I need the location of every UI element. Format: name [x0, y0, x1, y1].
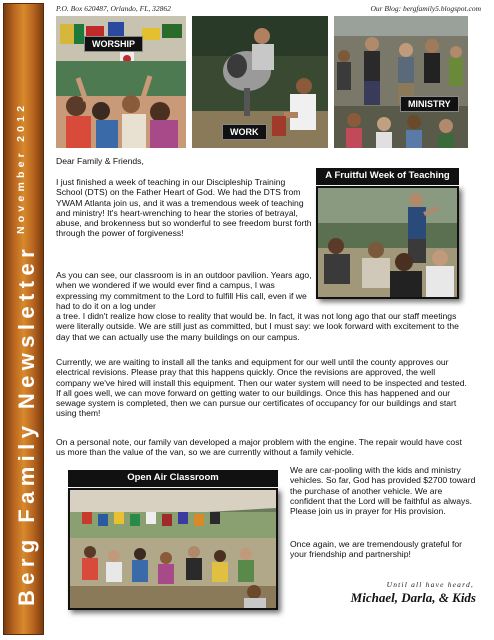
paragraph-3-text: Currently, we are waiting to install all the tanks and equipment for our well until the county approves our electrical revisions. Please pray that this happens quickly. Once the revisions are approved, the well company we've hired will install this equipment. Then our water system will need to be inspected and tested. If all goes well, we can move forward on getting water to our buildings. Once this has happened and our sewage system is completed, then we can pursue our certificates of occupancy for our buildings and start using them! [56, 357, 467, 419]
paragraph-5-text: Once again, we are tremendously grateful for your friendship and partnership! [290, 539, 462, 560]
classroom-photo [68, 488, 278, 610]
signature: Michael, Darla, & Kids [350, 590, 476, 605]
classroom-photo-image [70, 490, 276, 608]
work-label: WORK [222, 124, 267, 140]
ministry-label: MINISTRY [400, 96, 459, 112]
ministry-photo [334, 16, 468, 148]
mailing-address: P.O. Box 620487, Orlando, FL, 32862 [56, 4, 171, 13]
letter-paragraph-2-start [56, 270, 312, 311]
paragraph-1-text: I just finished a week of teaching in our Discipleship Training School (DTS) on the Father Heart of God. We had the DTS from YWAM Atlanta join us, and it was a tremendous week of teaching and ministry! It's heart-wrenching to hear the stories of betrayal, abuse, and brokenness but so wonderful to see freedom burst forth through the power of forgiveness! [56, 177, 312, 239]
teaching-photo-image [318, 188, 457, 297]
classroom-caption: Open Air Classroom [68, 470, 278, 487]
side-banner [3, 3, 44, 635]
letter-paragraph-1 [56, 177, 312, 239]
paragraph-2b-text: a tree. I didn't realize how close to reality that would be. In fact, it was not long ago that our staff meetings were literally outside. We are still just as committed, but I must say: we look forward with excitement to the day that we can actually use the many buildings on our campus. [56, 311, 459, 342]
teaching-caption: A Fruitful Week of Teaching [316, 168, 459, 185]
letter-paragraph-4-end [290, 465, 476, 516]
work-photo [192, 16, 328, 148]
letter-paragraph-4-start [56, 437, 472, 458]
worship-label: WORSHIP [84, 36, 143, 52]
paragraph-2a-text: As you can see, our classroom is in an outdoor pavilion. Years ago, when we wondered if we would ever find a campus, I was expressing my commitment to the Lord to fulfill His call, even if we had to do it on a log under [56, 270, 312, 311]
teaching-photo [316, 186, 459, 299]
paragraph-4a-text: On a personal note, our family van developed a major problem with the engine. The repair would have cost us more than the value of the van, so we are currently without a family vehicle. [56, 437, 462, 458]
letter-greeting: Dear Family & Friends, [56, 156, 144, 166]
closing-line: Until all have heard, [386, 580, 474, 589]
newsletter-month: November 2012 [15, 101, 27, 234]
blog-address: Our Blog: bergfamily5.blogspot.com [370, 4, 481, 13]
paragraph-4b-text: We are car-pooling with the kids and ministry vehicles. So far, God has provided $2700 toward the purchase of another vehicle. We are confident that the Lord will be faithful as always. Please join us in prayer for His provision. [290, 465, 476, 517]
worship-photo [56, 16, 186, 148]
newsletter-title: Berg Family Newsletter [14, 243, 39, 606]
letter-paragraph-2-end [56, 311, 472, 342]
letter-paragraph-3 [56, 357, 472, 419]
ministry-photo-image [334, 16, 468, 148]
letter-paragraph-5 [290, 539, 470, 560]
